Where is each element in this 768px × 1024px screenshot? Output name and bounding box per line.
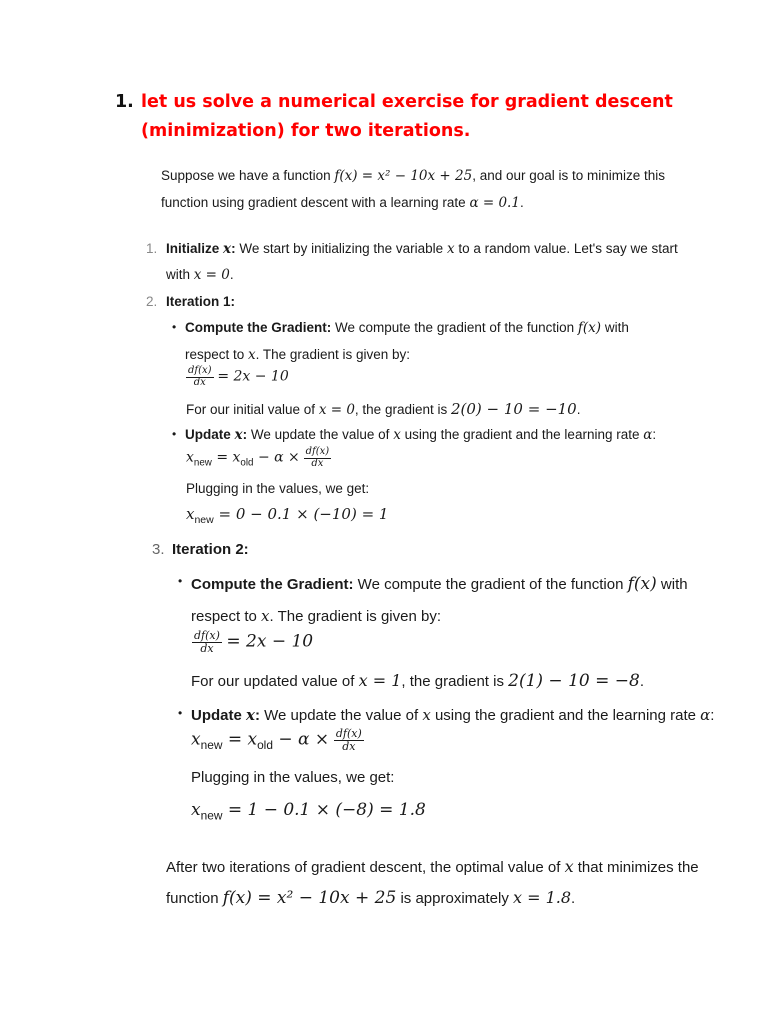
learning-rate-formula: α = 0.1 xyxy=(469,195,520,211)
function-formula: f(x) = x² − 10x + 25 xyxy=(334,168,473,184)
fraction-denominator: dx xyxy=(193,376,206,388)
gradient-text: respect to xyxy=(185,347,249,362)
variable-x: x xyxy=(564,857,574,876)
update-text: : xyxy=(652,427,657,442)
intro-text: , and our goal is to minimize this xyxy=(472,168,666,183)
exercise-heading xyxy=(115,88,735,146)
variable-x: x xyxy=(422,706,431,724)
conclusion-text: is approximately xyxy=(396,890,513,907)
conclusion-line-1 xyxy=(166,857,699,876)
iter2-plugging-text: Plugging in the values, we get: xyxy=(191,769,395,786)
conclusion-line-2 xyxy=(166,888,575,908)
bullet-icon: • xyxy=(178,574,183,588)
fraction-numerator: df(x) xyxy=(188,365,212,376)
step-2-marker: 2. xyxy=(146,294,158,309)
derivative-fraction xyxy=(304,447,332,469)
iter1-initial-gradient xyxy=(186,400,581,418)
iteration-2-result: = 1 − 0.1 × (−8) = 1.8 xyxy=(222,800,426,820)
updated-value-formula: x = 1 xyxy=(358,671,402,690)
derivative-rhs: = 2x − 10 xyxy=(217,368,289,385)
conclusion-text: that minimizes the xyxy=(573,859,699,876)
gradient-text: For our updated value of xyxy=(191,673,359,690)
derivative-fraction xyxy=(192,630,222,654)
iter2-update-rule xyxy=(191,728,364,752)
subscript-new: new xyxy=(193,457,212,469)
step-1-title-colon: : xyxy=(231,241,236,256)
gradient-value-formula: 2(0) − 10 = −10 xyxy=(450,400,577,418)
subscript-new: new xyxy=(194,514,214,526)
iter2-result xyxy=(191,800,426,822)
update-title-colon: : xyxy=(242,427,248,442)
gradient-text: . xyxy=(639,673,644,690)
alpha-symbol: α xyxy=(700,706,711,724)
fraction-numerator: df(x) xyxy=(305,446,330,457)
bullet-icon: • xyxy=(172,320,177,334)
x-symbol: x xyxy=(191,800,201,820)
step-1-text: with xyxy=(166,267,194,282)
fraction-numerator: df(x) xyxy=(194,629,220,642)
iteration-1-title: Iteration 1: xyxy=(166,294,236,309)
compute-gradient-title: Compute the Gradient: xyxy=(191,576,354,593)
gradient-text: , the gradient is xyxy=(401,673,509,690)
compute-gradient-title: Compute the Gradient: xyxy=(185,320,332,335)
update-rule-mid: = x xyxy=(211,449,241,466)
step-1-line-2 xyxy=(166,267,234,283)
fraction-denominator: dx xyxy=(342,739,356,753)
step-3-marker: 3. xyxy=(152,541,165,558)
iter1-plugging-text: Plugging in the values, we get: xyxy=(186,481,370,496)
variable-x: x xyxy=(248,347,256,363)
subscript-old: old xyxy=(240,457,254,469)
x-symbol: x xyxy=(186,505,195,523)
step-1-marker: 1. xyxy=(146,241,158,256)
subscript-new: new xyxy=(200,737,223,752)
intro-text: . xyxy=(519,195,524,210)
step-1-text: We start by initializing the variable xyxy=(235,241,447,256)
iteration-1-result: = 0 − 0.1 × (−10) = 1 xyxy=(213,505,389,523)
variable-x: x xyxy=(393,427,401,443)
iter2-updated-gradient xyxy=(191,671,644,691)
fraction-denominator: dx xyxy=(311,457,324,469)
function-fx: f(x) xyxy=(577,320,602,336)
gradient-text: For our initial value of xyxy=(186,402,319,417)
iter1-derivative xyxy=(186,366,289,388)
update-rule-rhs: − α × xyxy=(253,449,300,466)
intro-line-1 xyxy=(161,168,665,184)
update-rule-rhs: − α × xyxy=(272,729,330,750)
final-value-formula: x = 1.8 xyxy=(513,888,572,907)
iteration-2-title: Iteration 2: xyxy=(172,541,249,558)
subscript-old: old xyxy=(257,737,273,752)
variable-x: x xyxy=(223,241,232,257)
intro-text: Suppose we have a function xyxy=(161,168,335,183)
update-text: We update the value of xyxy=(259,707,423,724)
intro-line-2 xyxy=(161,195,524,211)
conclusion-text: function xyxy=(166,890,223,907)
gradient-text: We compute the gradient of the function xyxy=(331,320,578,335)
conclusion-text: . xyxy=(571,890,576,907)
gradient-text: . xyxy=(576,402,581,417)
alpha-symbol: α xyxy=(643,427,653,443)
intro-text: function using gradient descent with a learning rate xyxy=(161,195,470,210)
update-title: Update xyxy=(191,707,247,724)
gradient-text: with xyxy=(656,576,688,593)
gradient-text: with xyxy=(601,320,629,335)
gradient-text: respect to xyxy=(191,608,262,625)
bullet-icon: • xyxy=(172,427,177,441)
iter1-grad-line-1 xyxy=(185,320,629,336)
gradient-text: We compute the gradient of the function xyxy=(353,576,628,593)
derivative-fraction xyxy=(186,366,214,388)
conclusion-text: After two iterations of gradient descent, the optimal value of xyxy=(166,859,565,876)
derivative-rhs: = 2x − 10 xyxy=(226,631,314,652)
subscript-new: new xyxy=(200,808,223,823)
x-symbol: x xyxy=(186,449,194,466)
derivative-fraction xyxy=(334,728,364,752)
step-1-text: to a random value. Let's say we start xyxy=(454,241,678,256)
bullet-icon: • xyxy=(178,706,183,720)
step-2-title xyxy=(166,294,235,309)
heading-text: let us solve a numerical exercise for gradient descent (minimization) for two iterations. xyxy=(141,92,673,141)
iter1-result xyxy=(186,505,388,526)
gradient-text: , the gradient is xyxy=(354,402,451,417)
gradient-value-formula: 2(1) − 10 = −8 xyxy=(508,671,640,691)
step-1-title: Initialize xyxy=(166,241,224,256)
step-1-line-1 xyxy=(166,241,678,257)
gradient-text: . The gradient is given by: xyxy=(255,347,410,362)
update-rule-mid: = x xyxy=(222,729,258,750)
fraction-numerator: df(x) xyxy=(335,727,362,740)
variable-x: x xyxy=(234,427,243,443)
function-fx: f(x) xyxy=(627,574,657,594)
iter2-derivative xyxy=(192,630,313,654)
update-title-colon: : xyxy=(254,707,260,724)
update-text: using the gradient and the learning rate xyxy=(400,427,644,442)
initial-value-formula: x = 0 xyxy=(193,267,230,283)
variable-x: x xyxy=(446,241,455,257)
heading-number: 1. xyxy=(115,92,134,112)
iter1-update-line xyxy=(185,427,656,443)
iter1-grad-line-2 xyxy=(185,347,410,363)
gradient-text: . The gradient is given by: xyxy=(269,608,442,625)
step-3-title xyxy=(172,541,249,558)
function-formula: f(x) = x² − 10x + 25 xyxy=(222,888,397,908)
x-symbol: x xyxy=(191,729,201,750)
update-text: We update the value of xyxy=(247,427,394,442)
fraction-denominator: dx xyxy=(200,641,214,655)
iter2-grad-line-2 xyxy=(191,607,441,625)
iter2-grad-line-1 xyxy=(191,574,688,594)
update-text: : xyxy=(710,707,715,724)
step-1-text: . xyxy=(229,267,234,282)
iter1-update-rule xyxy=(186,447,331,469)
iter2-update-line xyxy=(191,706,714,724)
update-title: Update xyxy=(185,427,235,442)
update-text: using the gradient and the learning rate xyxy=(430,707,701,724)
initial-value-formula: x = 0 xyxy=(318,402,355,418)
variable-x: x xyxy=(246,706,255,724)
variable-x: x xyxy=(261,607,270,625)
